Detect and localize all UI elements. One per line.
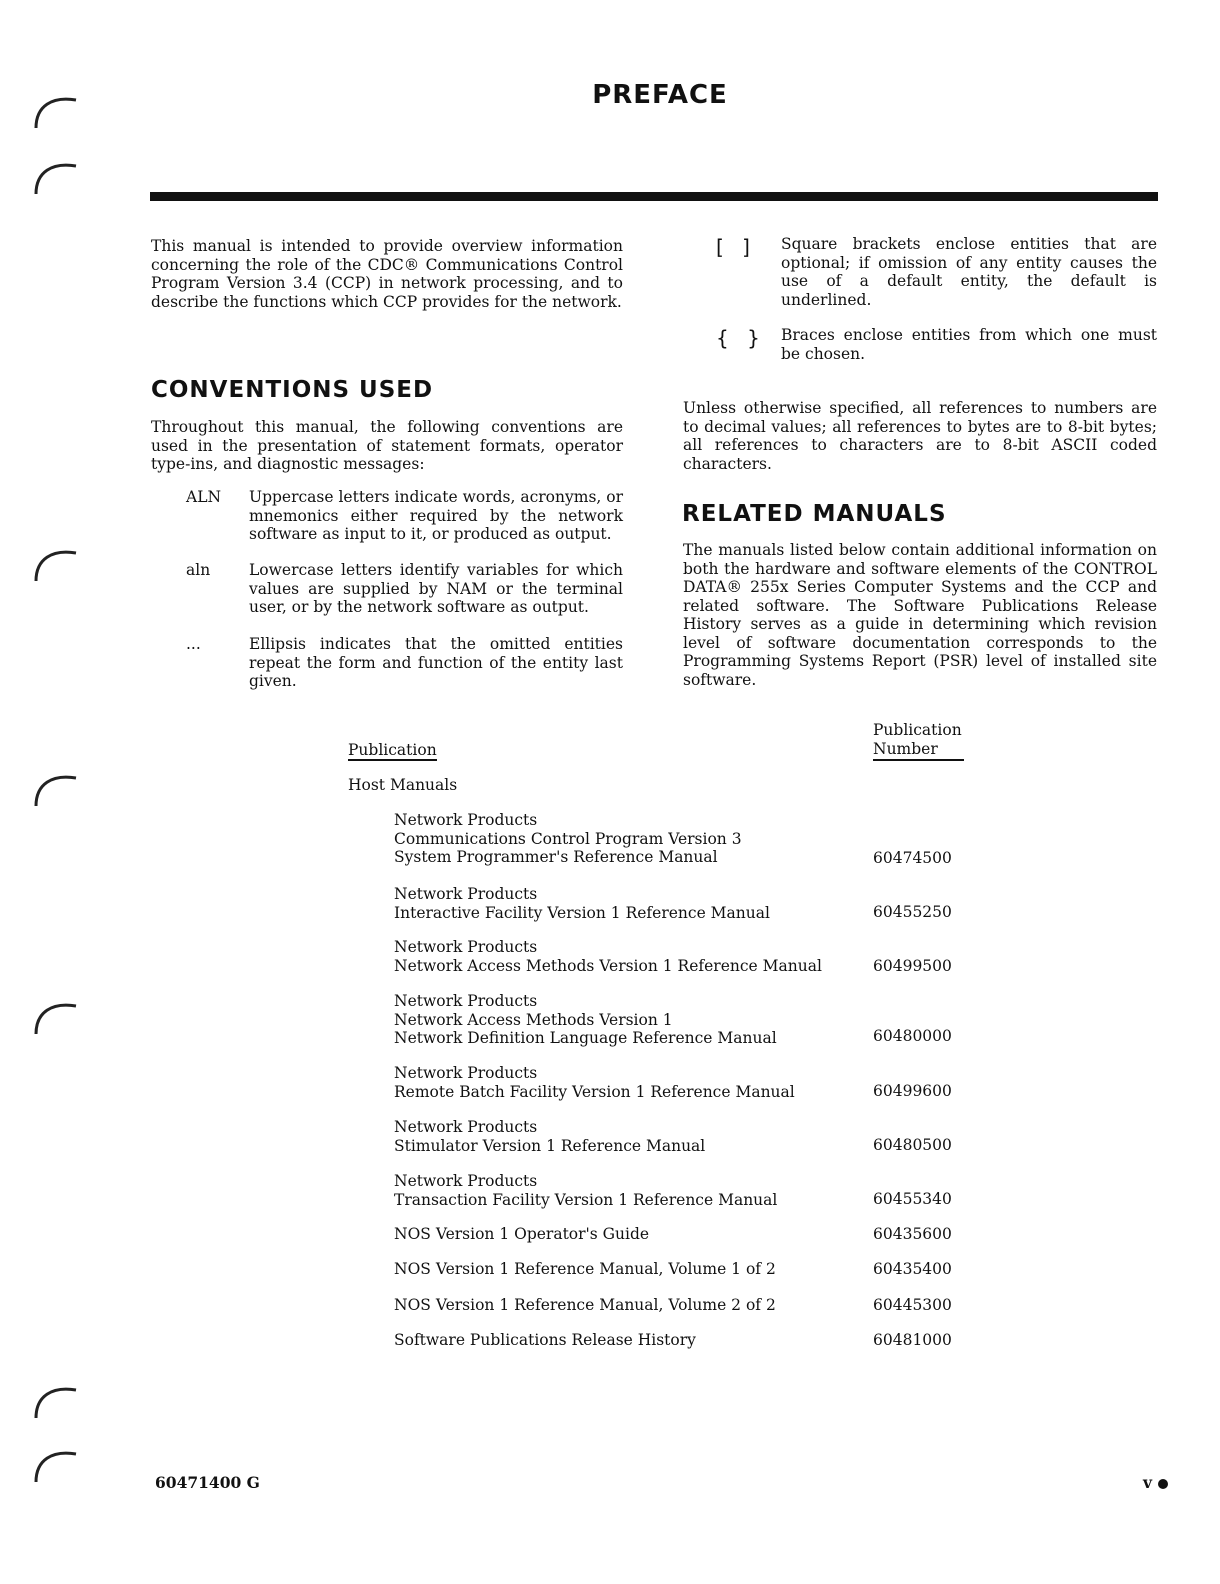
conventions-heading: CONVENTIONS USED — [151, 377, 434, 403]
table-row-title: Software Publications Release History — [394, 1331, 696, 1349]
convention-symbol: ALN — [186, 488, 222, 506]
table-row-number: 60481000 — [873, 1331, 952, 1349]
convention-description: Braces enclose entities from which one must be chosen. — [781, 326, 1157, 363]
related-manuals-heading: RELATED MANUALS — [682, 501, 947, 527]
table-row-number: 60445300 — [873, 1296, 952, 1314]
table-row-title: Network Products Remote Batch Facility Version 1 Reference Manual — [394, 1064, 795, 1101]
title-rule — [150, 192, 1158, 201]
binder-hole-mark — [30, 1382, 82, 1424]
page-number: v — [1143, 1473, 1168, 1492]
convention-description: Lowercase letters identify variables for which values are supplied by NAM or the terminal user, or by the network software as output. — [249, 561, 623, 616]
convention-symbol: [ ] — [716, 235, 756, 259]
table-group-label: Host Manuals — [348, 776, 458, 794]
binder-hole-mark — [30, 998, 82, 1040]
table-row-title: Network Products Network Access Methods Version 1 Network Definition Language Reference Manual — [394, 992, 777, 1047]
table-row-title: Network Products Network Access Methods Version 1 Reference Manual — [394, 938, 822, 975]
table-row-number: 60455340 — [873, 1190, 952, 1208]
table-row-title: Network Products Interactive Facility Version 1 Reference Manual — [394, 885, 770, 922]
table-row-title: NOS Version 1 Reference Manual, Volume 1 of 2 — [394, 1260, 776, 1278]
document-number: 60471400 G — [155, 1473, 260, 1492]
binder-hole-mark — [30, 770, 82, 812]
convention-symbol: aln — [186, 561, 211, 579]
table-row-title: NOS Version 1 Operator's Guide — [394, 1225, 650, 1243]
convention-description: Ellipsis indicates that the omitted entities repeat the form and function of the entity last given. — [249, 635, 623, 690]
table-header-publication: Publication — [348, 741, 437, 759]
table-row-title: Network Products Stimulator Version 1 Reference Manual — [394, 1118, 706, 1155]
conventions-intro: Throughout this manual, the following conventions are used in the presentation of statement formats, operator type-ins, and diagnostic messages: — [151, 418, 623, 473]
convention-symbol: ... — [186, 635, 201, 653]
convention-description: Square brackets enclose entities that are optional; if omission of any entity causes the use of a default entity, the default is underlined. — [781, 235, 1157, 309]
binder-hole-mark — [30, 545, 82, 587]
table-row-number: 60499600 — [873, 1082, 952, 1100]
table-row-number: 60499500 — [873, 957, 952, 975]
table-row-number: 60480000 — [873, 1027, 952, 1045]
table-row-number: 60435600 — [873, 1225, 952, 1243]
page-title: PREFACE — [592, 80, 728, 110]
binder-hole-mark — [30, 158, 82, 200]
bullet-icon — [1158, 1479, 1168, 1489]
table-row-title: NOS Version 1 Reference Manual, Volume 2 of 2 — [394, 1296, 776, 1314]
binder-hole-mark — [30, 1446, 82, 1488]
table-row-number: 60435400 — [873, 1260, 952, 1278]
numbers-note: Unless otherwise specified, all references to numbers are to decimal values; all references to bytes are to 8-bit bytes; all references to characters are to 8-bit ASCII coded characters. — [683, 399, 1157, 473]
intro-paragraph: This manual is intended to provide overview information concerning the role of the CDC® Communications Control Program Version 3.4 (CCP) in network processing, and to describe the functions which CCP provides for the network. — [151, 237, 623, 311]
related-manuals-paragraph: The manuals listed below contain additional information on both the hardware and software elements of the CONTROL DATA® 255x Series Computer Systems and the CCP and related software. The Software Publications Release History serves as a guide in determining which revision level of software documentation corresponds to the Programming Systems Report (PSR) level of installed site software. — [683, 541, 1157, 689]
table-row-number: 60480500 — [873, 1136, 952, 1154]
table-row-number: 60455250 — [873, 903, 952, 921]
table-row-title: Network Products Transaction Facility Version 1 Reference Manual — [394, 1172, 778, 1209]
table-header-number: Publication Number — [873, 721, 964, 761]
convention-description: Uppercase letters indicate words, acronyms, or mnemonics either required by the network software as input to it, or produced as output. — [249, 488, 623, 543]
table-row-title: Network Products Communications Control Program Version 3 System Programmer's Reference Manual — [394, 811, 742, 866]
table-row-number: 60474500 — [873, 849, 952, 867]
convention-symbol: { } — [716, 326, 766, 350]
